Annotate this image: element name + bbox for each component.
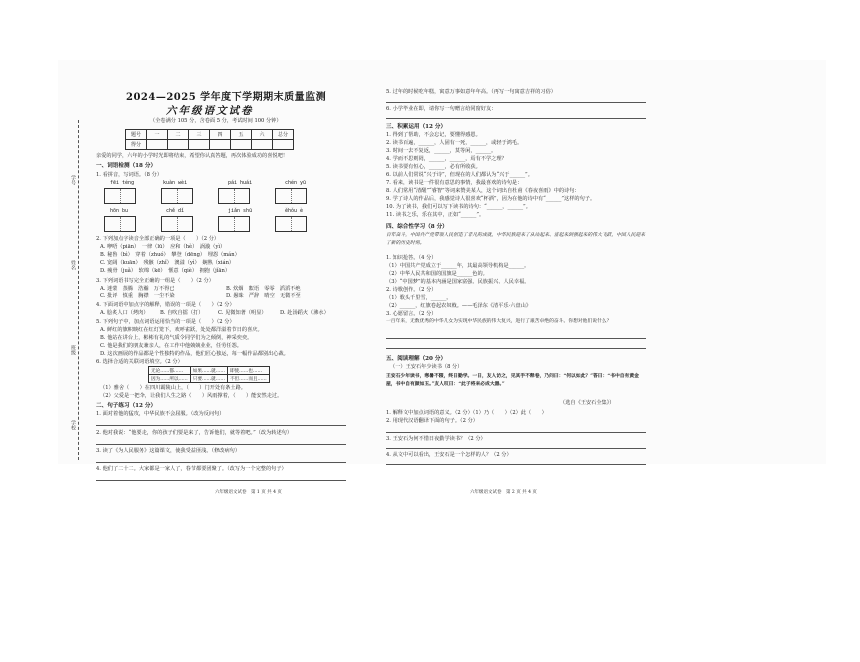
- pinyin-4: chén yū: [285, 180, 307, 186]
- answer-line: [386, 464, 646, 465]
- s4-item-1: 1. 知识抢答。（4 分）: [386, 255, 437, 261]
- s3-item-9: 9. 学了诗人的作品后，我感觉诗人很喜欢“杯酒”，因为在他的诗中有“______”这样的句子。: [386, 196, 596, 202]
- score-row-label: 得分: [126, 140, 147, 150]
- char-box[interactable]: [275, 216, 307, 232]
- side-label-school: 学校: [70, 420, 76, 430]
- q5-option-b: B. 他站在讲台上，彬彬有礼的气质令同学们为之倾倒，神采奕奕。: [100, 335, 253, 341]
- answer-line: [96, 462, 346, 463]
- answer-line: [96, 444, 346, 445]
- score-cell[interactable]: [147, 140, 168, 150]
- score-cell[interactable]: [168, 140, 189, 150]
- s4-item-6: （1）歌头千里雪，______。: [386, 295, 452, 301]
- conjunction-cell: 只要……就……: [190, 375, 227, 383]
- exam-title: 2024—2025 学年度下学期期末质量监测: [126, 92, 327, 103]
- char-box[interactable]: [104, 216, 136, 232]
- q5-option-a: A. 鲜红的旗帜映红在红灯笼下，欢呼雀跃，处处都洋溢着节日的喜庆。: [100, 327, 263, 333]
- s3-item-11: 11. 读书之乐，乐在其中，正如“______”。: [386, 212, 485, 218]
- conjunction-cell: 即使……也……: [227, 367, 269, 375]
- q4-option-a: A. 脍炙人口（烤肉）: [100, 310, 149, 316]
- reading-q4: 4. 从文中可以看出，王安石是一个怎样的人？（2 分）: [386, 452, 512, 458]
- exam-subtitle: 六年级语文试卷: [166, 105, 254, 117]
- s3-item-4: 4. 学而不思则罔，______，______，焉有不学之理？: [386, 156, 507, 162]
- question-6: 6. 选择合适的关联词语填空。（2 分）: [96, 359, 183, 365]
- passage-title: （一）王安石年少读书（8 分）: [390, 364, 463, 370]
- answer-line: [96, 425, 346, 426]
- question-3: 3. 下列词语书写完全正确的一组是（ ）（2 分）: [96, 278, 214, 284]
- score-header-cell: 五: [231, 130, 252, 140]
- s3-item-1: 1. 得到了帮助，不会忘记，要懂得感恩。: [386, 132, 481, 138]
- s4-item-4: （3）“中国梦”的基本内涵是国家富强、民族振兴、人民幸福。: [386, 279, 530, 285]
- score-header-cell: 三: [189, 130, 210, 140]
- binding-line: [78, 120, 79, 460]
- q2-option-b: B. 秘鲁（bì） 穿着（zhuó） 攀登（dēng） 埋怨（mán）: [100, 252, 240, 258]
- score-cell[interactable]: [189, 140, 210, 150]
- s4-item-8: 3. 心愿留言。（2 分）: [386, 311, 437, 317]
- s3-item-2: 2. 读书百遍，______，人固有一死，______，或轻于鸿毛。: [386, 140, 523, 146]
- score-cell[interactable]: [273, 140, 294, 150]
- s4-item-5: 2. 诗歌创作。（2 分）: [386, 287, 437, 293]
- answer-line: [96, 480, 346, 481]
- section-3-title: 三、积累运用（12 分）: [386, 124, 447, 130]
- char-box[interactable]: [104, 188, 136, 204]
- q3-option-b: B. 炊烟 絮语 零零 滔滔不绝: [226, 286, 301, 292]
- r-question-5: 5. 过年的时候吃年糕，寓意万事如意年年高。（再写一句寓意吉祥的习俗）: [386, 89, 556, 95]
- pinyin-2: kuàn wèi: [163, 180, 188, 186]
- answer-line: [386, 102, 646, 103]
- score-header-cell: 二: [168, 130, 189, 140]
- char-box[interactable]: [218, 188, 250, 204]
- q5-option-c: C. 他是我们的朋友兼亲人，在工作中他兢兢业业，任劳任怨。: [100, 343, 242, 349]
- s3-item-10: 10. 为了读书，我们可以写下读书的诗句：“______，______”。: [386, 204, 531, 210]
- q2-option-c: C. 宽阔（kuān） 残骸（zhǐ） 澳溢（yì） 娴熟（xián）: [100, 260, 235, 266]
- side-label-id: 学号: [70, 175, 76, 185]
- q3-option-a: A. 迷蒙 蒸腾 浩瀚 万不得已: [100, 286, 175, 292]
- score-table: [125, 129, 294, 150]
- reading-q1: 1. 解释文中加点词语的意义。（2 分）（1）乃（ ）（2）此（ ）: [386, 410, 547, 416]
- reading-q3: 3. 王安石为何不惜日夜勤学读书？（2 分）: [386, 436, 486, 442]
- reading-passage: 王安石少年读书，寒暑不辍，终日勤学。一日，友人访之，见其手不释卷，乃问曰：“何以如此？”答曰：“书中自有黄金屋，书中自有颜如玉。”友人叹曰：“此子将来必成大器。”: [386, 373, 639, 388]
- pinyin-6: chě dǐ: [166, 208, 185, 214]
- score-header-cell: 总分: [273, 130, 294, 140]
- s4-item-9: 一百年来，无数优秀的中华儿女为实现中华民族的伟大复兴，进行了艰苦卓绝的奋斗。你想对他们说什么？: [386, 319, 612, 324]
- question-2: 2. 下列加点字读音全部正确的一项是（ ）（2 分）: [96, 236, 220, 242]
- q3-option-d: D. 愚昧 严辞 晴空 无微不至: [226, 293, 301, 299]
- s2-item-3: 3. 读了《为人民服务》这篇课文，使我受益匪浅。（修改病句）: [96, 448, 241, 454]
- pinyin-3: pái huái: [228, 180, 253, 186]
- s4-item-7: （2）______，红旗卷起农奴戟。——毛泽东《清平乐·六盘山》: [386, 303, 532, 309]
- pinyin-1: fēi téng: [110, 180, 135, 186]
- score-header-cell: 六: [252, 130, 273, 140]
- pinyin-5: hōn bu: [110, 208, 129, 214]
- side-label-class: 班级: [70, 345, 76, 355]
- s3-item-6: 6. 以前人们常说“兴于诗”，但现在的人们都认为“兴于______”。: [386, 172, 533, 178]
- s4-item-2: （1）中国共产党成立于______年，其最高领导机构是______。: [386, 263, 530, 269]
- conjunction-cell: 因为……所以……: [149, 375, 191, 383]
- score-header-cell: 四: [210, 130, 231, 140]
- section-4-title: 四、综合性学习（8 分）: [386, 224, 448, 230]
- conjunction-cell: 不但……而且……: [227, 375, 269, 383]
- writing-grid-row-1: [104, 188, 307, 204]
- question-5: 5. 下列句子中，加点词语运用恰当的一项是（ ）（2 分）: [96, 319, 235, 325]
- score-cell[interactable]: [252, 140, 273, 150]
- reading-q2: 2. 用现代汉语翻译下面的句子。（2 分）: [386, 418, 478, 424]
- q5-option-d: D. 这次画展的作品都是个性独特的作品，他们匠心独运，每一幅作品都别出心裁。: [100, 351, 289, 357]
- s3-item-8: 8. 人们常用“清醒”“睿智”等词来赞美某人，这个词出自杜甫《春夜喜雨》中的诗句：: [386, 188, 580, 194]
- conjunction-table: [148, 366, 270, 383]
- s4-intro: 百年奋斗，中国共产党带领人民创造了非凡的成就，中华民族迎来了从站起来、富起来到强起来的伟大飞跃，中国人民迎来了新的历史时刻。: [386, 233, 646, 247]
- char-box[interactable]: [275, 188, 307, 204]
- exam-note: （全卷满分 105 分，含卷面 5 分，考试时间 100 分钟）: [150, 118, 282, 124]
- answer-line: [386, 348, 646, 349]
- q2-option-d: D. 瘦骨（juǎ） 软绵（kē） 惬意（qiè） 拥抱（jǐān）: [100, 268, 231, 274]
- writing-grid-row-2: [104, 216, 307, 232]
- q6-item-1: （1）雅舍（ ）在四川霸陵山上，（ ）门开处有条土路。: [100, 385, 246, 391]
- score-cell[interactable]: [231, 140, 252, 150]
- greeting: 亲爱的同学，六年的小学时光即将结束，希望你认真答题，再次体验成功的喜悦吧！: [96, 153, 288, 159]
- char-box[interactable]: [218, 216, 250, 232]
- s2-item-4: 4. 他们了二十二。大家都是一家人了，春节都要团聚了。（改写为一个完整的句子）: [96, 466, 287, 472]
- conjunction-cell: 无论……都……: [149, 367, 191, 375]
- section-1-title: 一、词语检测（18 分）: [96, 163, 157, 169]
- answer-line: [386, 448, 646, 449]
- char-box[interactable]: [161, 216, 193, 232]
- q4-option-b: B. 自吹自擂（打）: [160, 310, 204, 316]
- r-question-6: 6. 小学毕业在即，请你写一句赠言给同窗好友：: [386, 106, 497, 112]
- page-footer-left: 六年级语文试卷 第 1 页 共 4 页: [215, 490, 282, 495]
- s3-item-3: 3. 时间一去不复返，______，莫等闲，______。: [386, 148, 497, 154]
- passage-source: （选自《王安石全集》）: [560, 400, 615, 406]
- page-footer-right: 六年级语文试卷 第 2 页 共 4 页: [470, 490, 537, 495]
- score-header-cell: 一: [147, 130, 168, 140]
- char-box[interactable]: [161, 188, 193, 204]
- score-header-cell: 题号: [126, 130, 147, 140]
- s2-item-1: 1. 面对着他的猛攻，中华民族不会屈服。（改为反问句）: [96, 411, 225, 417]
- s2-item-2: 2. 他对我说：“他要走，你的孩子们要是来了，告诉他们，就等着吧。”（改为转述句）: [96, 430, 293, 436]
- conjunction-cell: 如果……就……: [190, 367, 227, 375]
- q4-option-c: C. 见微知著（明显）: [218, 310, 267, 316]
- pinyin-8: ĕhǒu è: [285, 208, 304, 214]
- s3-item-5: 5. 读书要有恒心，______，必有所收获。: [386, 164, 481, 170]
- q2-option-a: A. 咿唔（piān） 一律（lū） 应和（hè） 涡漩（yì）: [100, 244, 226, 250]
- section-5-title: 五、阅读理解（20 分）: [386, 356, 447, 362]
- s3-item-7: 7. 看来，读书是一件很有意思的事情，我最喜欢的诗句是：: [386, 180, 523, 186]
- answer-line: [386, 338, 646, 339]
- score-cell[interactable]: [210, 140, 231, 150]
- q6-item-2: （2）父爱是一把伞，让我们人生之路（ ）风雨撑着，（ ）能安然走过。: [100, 393, 283, 399]
- s4-item-3: （2）中华人民共和国的国旗是______色的。: [386, 271, 488, 277]
- question-1: 1. 看拼音，写词语。（8 分）: [96, 172, 163, 178]
- q4-option-d: D. 赴汤蹈火（沸水）: [280, 310, 329, 316]
- side-label-name: 姓名: [70, 260, 76, 270]
- pinyin-7: jiǎn shū: [228, 208, 253, 214]
- section-2-title: 二、句子练习（12 分）: [96, 403, 157, 409]
- q3-option-c: C. 批评 慎重 胸襟 一尘不染: [100, 293, 175, 299]
- question-4: 4. 下面词语中加点字的解释，错误的一项是（ ）（2 分）: [96, 302, 235, 308]
- answer-line: [386, 432, 646, 433]
- answer-line: [386, 118, 646, 119]
